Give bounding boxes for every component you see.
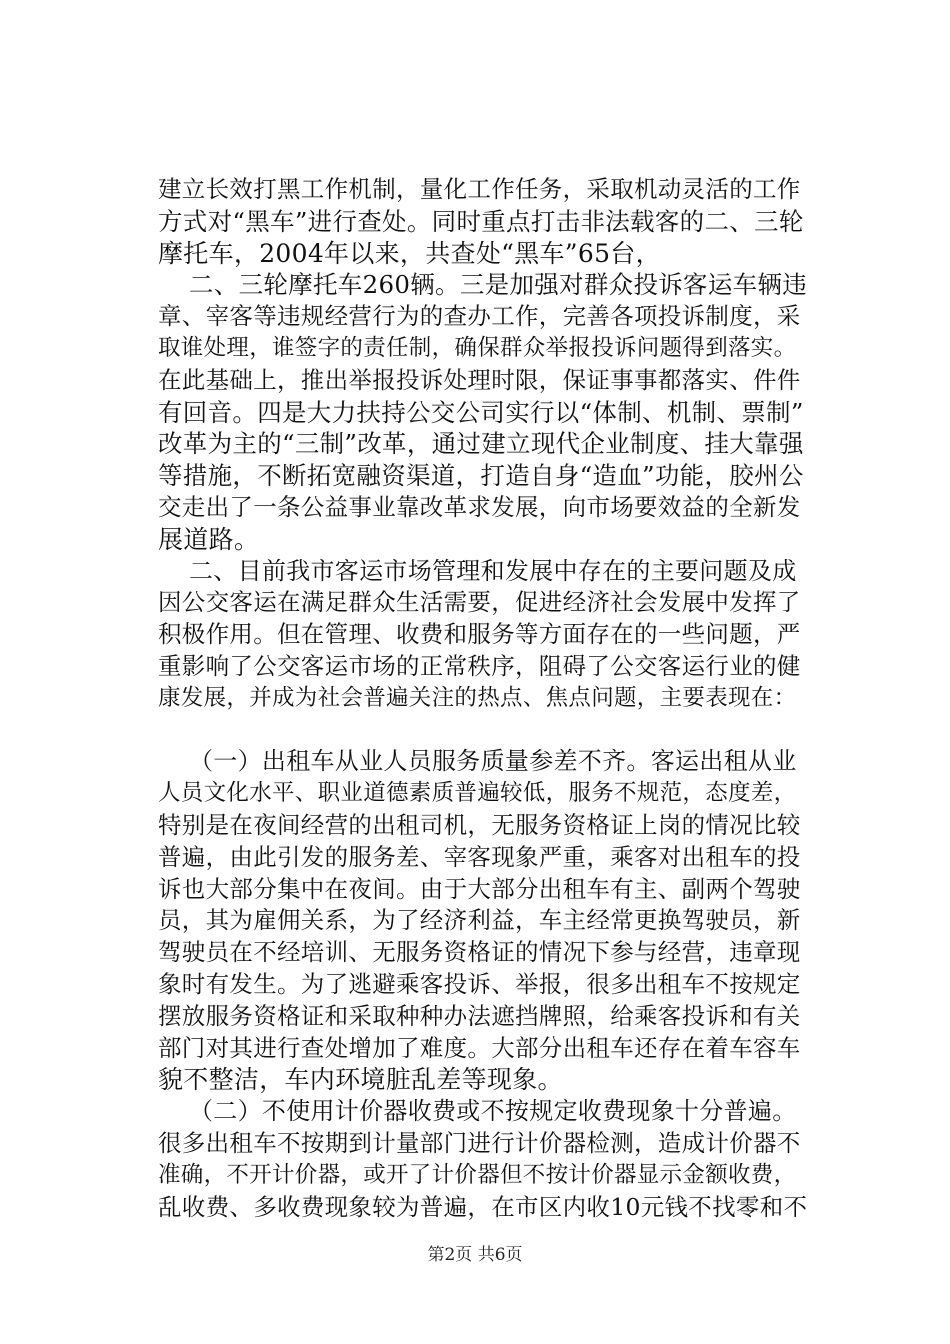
text-line: 貌不整洁，车内环境脏乱差等现象。 — [158, 1065, 563, 1095]
text-line: 有回音。四是大力扶持公交公司实行以“体制、机制、票制” — [158, 397, 804, 427]
text-line: 准确，不开计价器，或开了计价器但不按计价器显示金额收费， — [158, 1161, 797, 1188]
text-line: 普遍，由此引发的服务差、宰客现象严重，乘客对出租车的投 — [158, 842, 801, 871]
text-line: 展道路。 — [158, 524, 260, 554]
text-line: 诉也大部分集中在夜间。由于大部分出租车有主、副两个驾驶 — [158, 874, 801, 903]
text-line: 摩托车，2004年以来，共查处“黑车”65台， — [158, 238, 661, 268]
text-line: 二、三轮摩托车260辆。三是加强对群众投诉客运车辆违 — [189, 270, 808, 300]
text-line: 积极作用。但在管理、收费和服务等方面存在的一些问题，严 — [158, 620, 801, 649]
text-line: 乱收费、多收费现象较为普遍，在市区内收10元钱不找零和不 — [158, 1192, 808, 1221]
paragraph-gap — [158, 715, 798, 747]
text-line: 二、目前我市客运市场管理和发展中存在的主要问题及成 — [189, 556, 797, 585]
text-line: （一）出租车从业人员服务质量参差不齐。客运出租从业 — [189, 747, 797, 776]
text-line: 很多出租车不按期到计量部门进行计价器检测，造成计价器不 — [158, 1128, 801, 1157]
text-line: 改革为主的“三制”改革，通过建立现代企业制度、挂大靠强 — [158, 429, 804, 459]
text-line: 因公交客运在满足群众生活需要，促进经济社会发展中发挥了 — [158, 588, 801, 617]
text-line: 人员文化水平、职业道德素质普遍较低，服务不规范，态度差， — [158, 780, 797, 807]
text-line: 特别是在夜间经营的出租司机，无服务资格证上岗的情况比较 — [158, 810, 801, 839]
document-body — [158, 174, 808, 1223]
text-line: 员，其为雇佣关系，为了经济利益，车主经常更换驾驶员，新 — [158, 906, 801, 935]
page-number-footer: 第2页 共6页 — [427, 1245, 523, 1265]
text-line: 重影响了公交客运市场的正常秩序，阻碍了公交客运行业的健 — [158, 651, 801, 680]
text-line: 驾驶员在不经培训、无服务资格证的情况下参与经营，违章现 — [158, 938, 801, 967]
text-line: 交走出了一条公益事业靠改革求发展，向市场要效益的全新发 — [158, 492, 801, 521]
text-line: 取谁处理，谁签字的责任制，确保群众举报投诉问题得到落实。 — [158, 334, 797, 361]
text-line: 等措施，不断拓宽融资渠道，打造自身“造血”功能，胶州公 — [158, 461, 804, 491]
text-line: （二）不使用计价器收费或不按规定收费现象十分普遍。 — [189, 1097, 797, 1126]
text-line: 象时有发生。为了逃避乘客投诉、举报，很多出租车不按规定 — [158, 969, 801, 998]
text-line: 摆放服务资格证和采取种种办法遮挡牌照，给乘客投诉和有关 — [158, 1001, 801, 1030]
text-line: 康发展，并成为社会普遍关注的热点、焦点问题，主要表现在： — [158, 684, 797, 711]
text-line: 部门对其进行查处增加了难度。大部分出租车还存在着车容车 — [158, 1033, 801, 1062]
text-line: 在此基础上，推出举报投诉处理时限，保证事事都落实、件件 — [158, 365, 801, 394]
text-line: 建立长效打黑工作机制，量化工作任务，采取机动灵活的工作 — [158, 175, 801, 203]
text-line: 方式对“黑车”进行查处。同时重点打击非法载客的二、三轮 — [158, 206, 804, 236]
text-line: 章、宰客等违规经营行为的查办工作，完善各项投诉制度，采 — [158, 302, 801, 331]
